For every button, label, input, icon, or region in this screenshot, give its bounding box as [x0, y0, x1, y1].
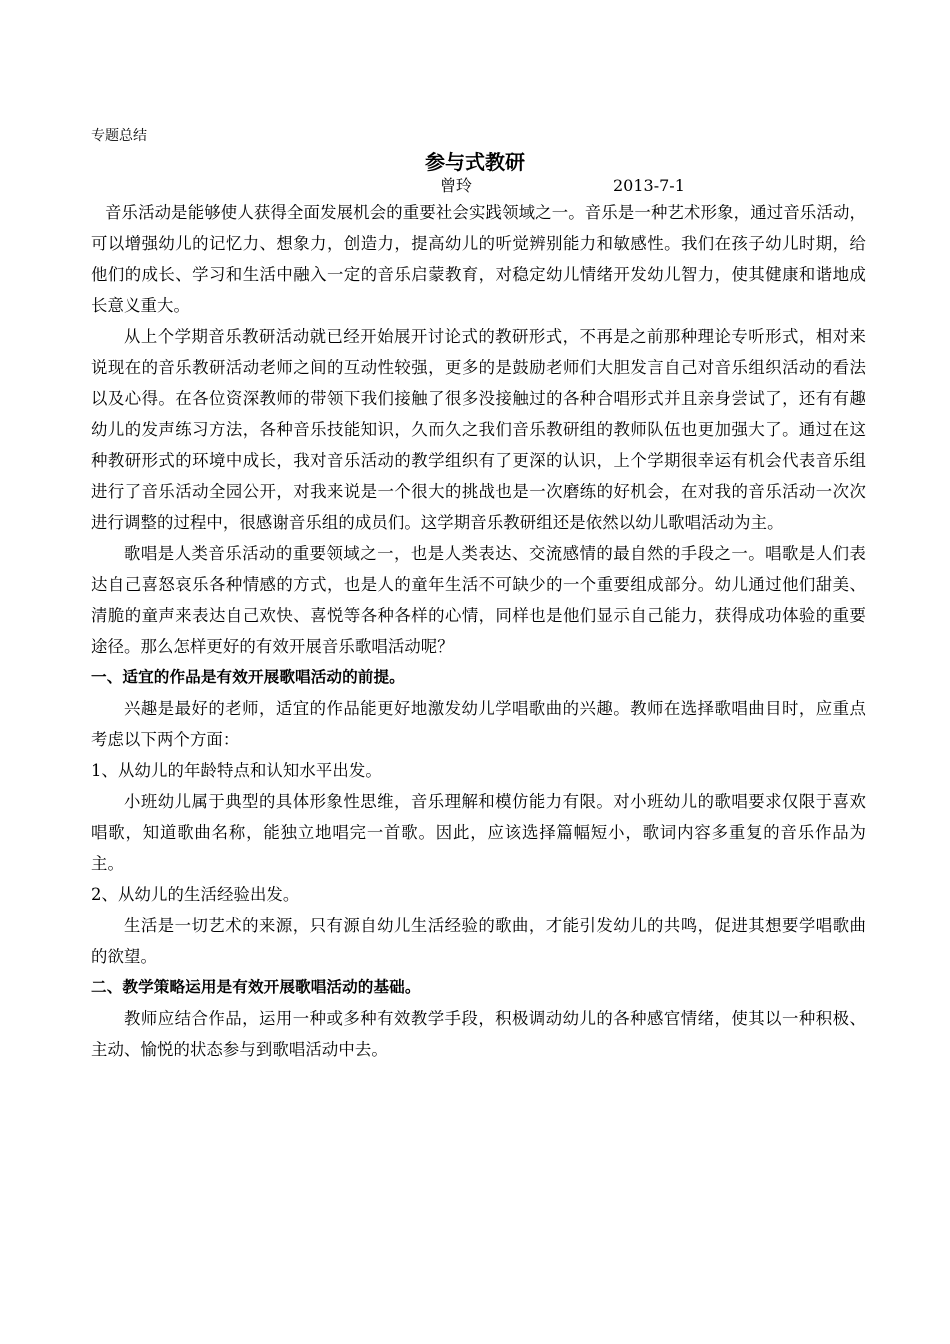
paragraph: 生活是一切艺术的来源，只有源自幼儿生活经验的歌曲，才能引发幼儿的共鸣，促进其想要学唱歌曲的欲望。: [91, 916, 866, 966]
paragraph: 歌唱是人类音乐活动的重要领域之一，也是人类表达、交流感情的最自然的手段之一。唱歌是人们表达自己喜怒哀乐各种情感的方式，也是人的童年生活不可缺少的一个重要组成部分。幼儿通过他们甜美、清脆的童声来表达自己欢快、喜悦等各种各样的心情，同样也是他们显示自己能力，获得成功体验的重要途径。那么怎样更好的有效开展音乐歌唱活动呢？: [91, 544, 866, 656]
paragraph: 从上个学期音乐教研活动就已经开始展开讨论式的教研形式，不再是之前那种理论专听形式，相对来说现在的音乐教研活动老师之间的互动性较强，更多的是鼓励老师们大胆发言自己对音乐组织活动的看法以及心得。在各位资深教师的带领下我们接触了很多没接触过的各种合唱形式并且亲身尝试了，还有有趣幼儿的发声练习方法，各种音乐技能知识，久而久之我们音乐教研组的教师队伍也更加强大了。通过在这种教研形式的环境中成长，我对音乐活动的教学组织有了更深的认识，上个学期很幸运有机会代表音乐组进行了音乐活动全园公开，对我来说是一个很大的挑战也是一次磨练的好机会，在对我的音乐活动一次次进行调整的过程中，很感谢音乐组的成员们。这学期音乐教研组还是依然以幼儿歌唱活动为主。: [91, 327, 866, 532]
subsection-heading: 2、从幼儿的生活经验出发。: [91, 885, 300, 904]
document-body: [91, 197, 866, 1065]
paragraph: 音乐活动是能够使人获得全面发展机会的重要社会实践领域之一。音乐是一种艺术形象，通过音乐活动，可以增强幼儿的记忆力、想象力，创造力，提高幼儿的听觉辨别能力和敏感性。我们在孩子幼儿时期，给他们的成长、学习和生活中融入一定的音乐启蒙教育，对稳定幼儿情绪开发幼儿智力，使其健康和谐地成长意义重大。: [91, 203, 866, 315]
document-category-label: 专题总结: [91, 128, 147, 144]
section-heading: 二、教学策略运用是有效开展歌唱活动的基础。: [91, 978, 421, 996]
document-title: 参与式教研: [425, 150, 525, 174]
subsection-heading: 1、从幼儿的年龄特点和认知水平出发。: [91, 761, 382, 780]
paragraph: 兴趣是最好的老师，适宜的作品能更好地激发幼儿学唱歌曲的兴趣。教师在选择歌唱曲目时，应重点考虑以下两个方面：: [91, 699, 866, 749]
author-name: 曾玲: [440, 176, 473, 195]
document-date: 2013-7-1: [613, 176, 685, 195]
paragraph: 小班幼儿属于典型的具体形象性思维，音乐理解和模仿能力有限。对小班幼儿的歌唱要求仅限于喜欢唱歌，知道歌曲名称，能独立地唱完一首歌。因此，应该选择篇幅短小，歌词内容多重复的音乐作品为主。: [91, 792, 866, 873]
section-heading: 一、适宜的作品是有效开展歌唱活动的前提。: [91, 668, 405, 686]
paragraph: 教师应结合作品，运用一种或多种有效教学手段，积极调动幼儿的各种感官情绪，使其以一种积极、主动、愉悦的状态参与到歌唱活动中去。: [91, 1009, 866, 1059]
